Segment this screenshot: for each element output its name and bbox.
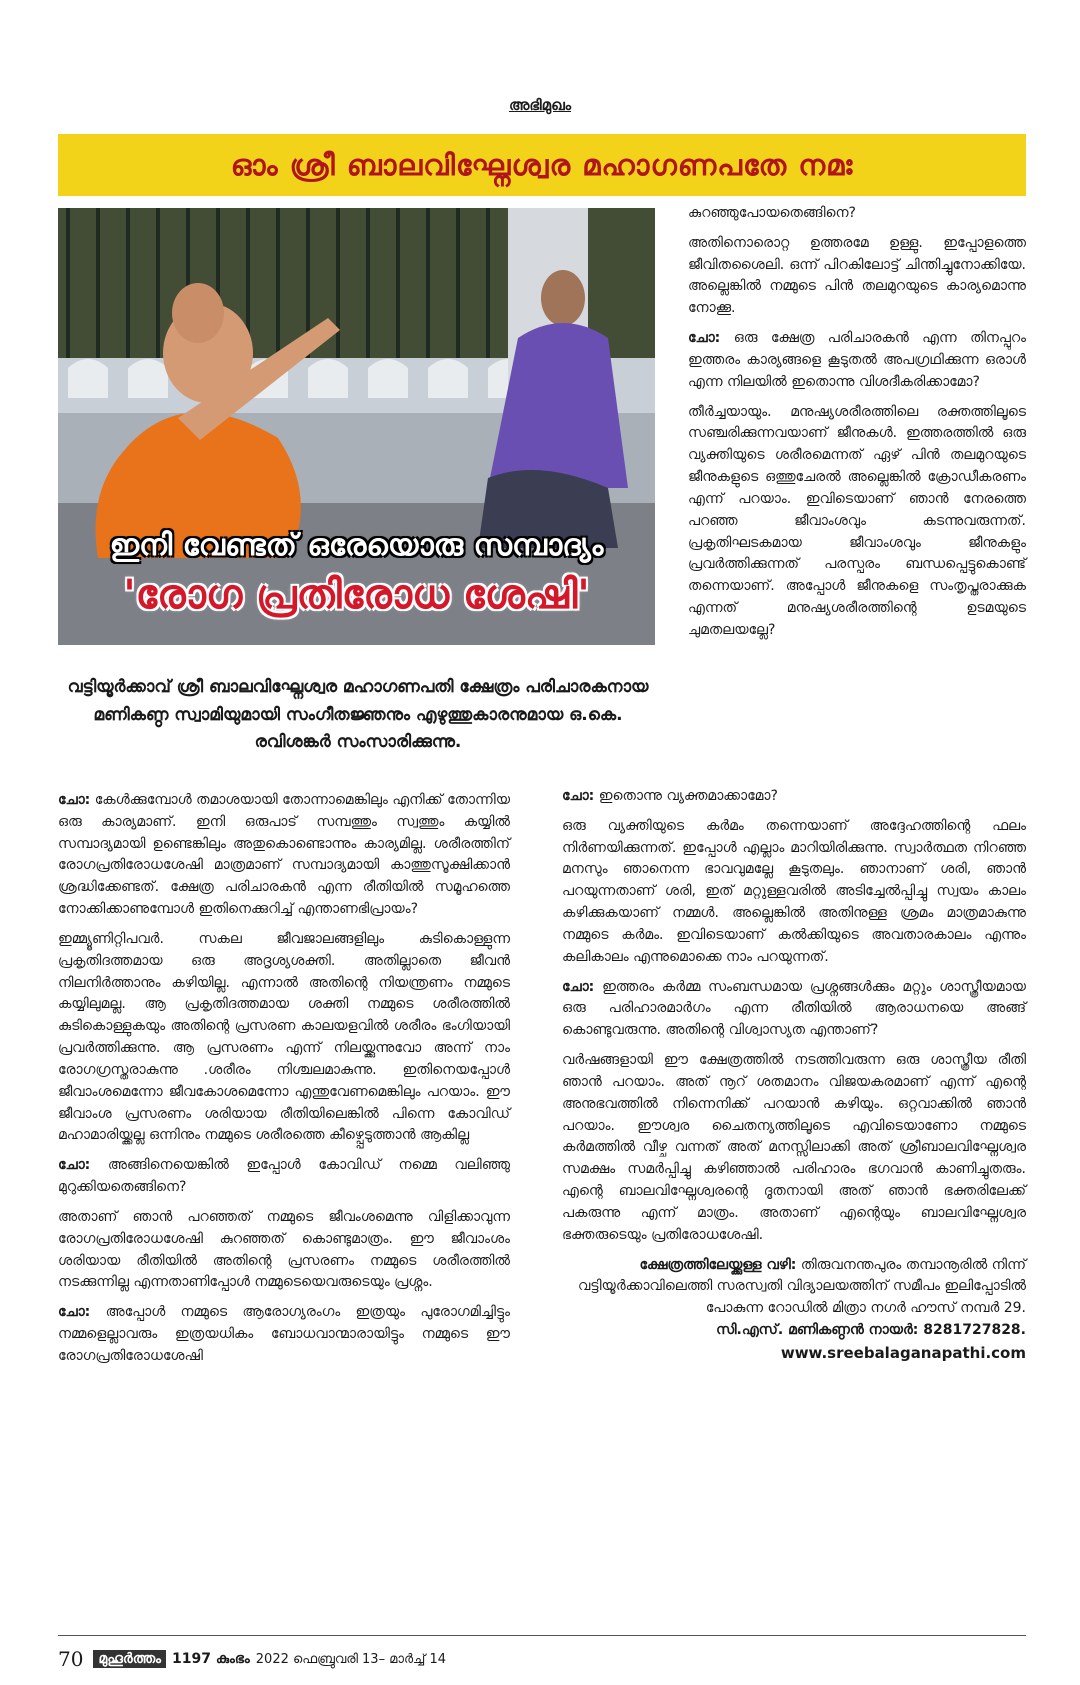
website-link[interactable]: www.sreebalaganapathi.com [780,1343,1026,1362]
banner-title: ഓം ശ്രീ ബാലവിഘ്നേശ്വര മഹാഗണപതേ നമഃ [58,134,1026,196]
question-label: ചോ: [58,1157,91,1174]
question-label: ചോ: [562,978,595,995]
question-text: അപ്പോൾ നമ്മുടെ ആരോഗ്യരംഗം ഇത്രയും പുരോഗമിച്ചിട്ടും നമ്മളെല്ലാവരും ഇത്രയധികം ബോധവാന്മാരായിട്ടും നമ്മുടെ ഈ രോഗപ്രതിരോധശേഷി [58,1304,510,1364]
left-column [58,790,510,1376]
footer-divider [58,1635,1026,1636]
temple-contact [562,1255,1026,1366]
right-column-bottom [562,786,1026,1365]
question-label: ചോ: [58,792,91,808]
answer-paragraph: ഒരു വ്യക്തിയുടെ കർമം തന്നെയാണ് അദ്ദേഹത്തിന്റെ ഫലം നിർണയിക്കുന്നത്. ഇപ്പോൾ എല്ലാം മാറിയിരിക്കുന്നു. സ്വാർത്ഥത നിറഞ്ഞ മനസും ഞാനെന്ന ഭാവവുമല്ലേ കൂടുതലും. ഞാനാണ് ശരി, ഞാൻ പറയുന്നതാണ് ശരി, ഇത് മറ്റുള്ളവരിൽ അടിച്ചേൽപ്പിച്ചു സ്വയം കാലം കഴിക്കുകയാണ് നമ്മൾ. അല്ലെങ്കിൽ അതിനുള്ള ശ്രമം മാത്രമാകുന്നു നമ്മുടെ കർമം. ഇവിടെയാണ് കൽക്കിയുടെ അവതാരകാലം എന്നും കലികാലം എന്നുമൊക്കെ നാം പറയുന്നത്. [562,817,1026,965]
headline-line2: 'രോഗ പ്രതിരോധ ശേഷി' [123,572,590,618]
question-text: അങ്ങിനെയെങ്കിൽ ഇപ്പോൾ കോവിഡ് നമ്മെ വലിഞ്ഞു മുറുക്കിയതെങ്ങിനെ? [58,1157,511,1196]
question-paragraph [688,328,1026,393]
page-number: 70 [58,1647,84,1671]
question-label: ചോ: [58,1304,91,1321]
question-text: ഇത്തരം കർമ്മ സംബന്ധമായ പ്രശ്നങ്ങൾക്കും മറ്റും ശാസ്ത്രീയമായ ഒരു പരിഹാരമാർഗം എന്ന രീതിയിൽ ആരാധനയെ അങ്ങ് കൊണ്ടുവരുന്നു. അതിന്റെ വിശ്വാസ്യത എന്താണ്? [562,978,1026,1039]
directions-text: തിരുവനന്തപുരം തമ്പാനൂരിൽ നിന്ന് വട്ടിയൂർക്കാവിലെത്തി സരസ്വതി വിദ്യാലയത്തിന് സമീപം ഇലിപ്പോടിൽ പോകുന്ന റോഡിൽ മിത്രാ നഗർ ഹൗസ് നമ്പർ 29. [577,1256,1026,1317]
question-paragraph [562,977,1026,1042]
question-text: കേൾക്കുമ്പോൾ തമാശയായി തോന്നാമെങ്കിലും എനിക്ക് തോന്നിയ ഒരു കാര്യമാണ്. ഇനി ഒരുപാട് സമ്പത്തും സ്വത്തും കയ്യിൽ സമ്പാദ്യമായി ഉണ്ടെങ്കിലും അതുകൊണ്ടൊന്നും കാര്യമില്ല. ശരീരത്തിന് രോഗപ്രതിരോധശേഷി മാത്രമാണ് സമ്പാദ്യമായി കാത്തുസൂക്ഷിക്കാൻ ശ്രദ്ധിക്കേണ്ടത്. ക്ഷേത്ര പരിചാരകൻ എന്ന രീതിയിൽ സമൂഹത്തെ നോക്കിക്കാണുമ്പോൾ ഇതിനെക്കുറിച്ച് എന്താണഭിപ്രായം? [58,792,511,918]
page-footer [58,1647,446,1671]
headline-line1: ഇനി വേണ്ടത് ഒരേയൊരു സമ്പാദ്യം [109,528,604,563]
directions-label: ക്ഷേത്രത്തിലേയ്ക്കുള്ള വഴി: [639,1256,797,1273]
question-text: ഇതൊന്നു വ്യക്തമാക്കാമോ? [598,788,778,804]
issue-label: 1197 കുംഭം [172,1651,250,1667]
contact-name: സി.എസ്. മണികണ്ഠൻ നായർ: 8281727828. [716,1322,1026,1339]
section-tag: അഭിമുഖം [508,96,572,114]
question-paragraph [58,1155,510,1199]
interview-photo [58,208,655,645]
answer-paragraph: കുറഞ്ഞുപോയതെങ്ങിനെ? [688,205,856,221]
question-label: ചോ: [688,330,721,347]
question-paragraph [58,1302,510,1367]
answer-paragraph: അതിനൊരൊറ്റ ഉത്തരമേ ഉള്ളു. ഇപ്പോളത്തെ ജീവിതശൈലി. ഒന്ന് പിറകിലോട്ട് ചിന്തിച്ചുനോക്കിയേ. അല്ലെങ്കിൽ നമ്മുടെ പിൻ തലമുറയുടെ കാര്യമൊന്നു നോക്കൂ. [688,234,1026,317]
answer-paragraph: അതാണ് ഞാൻ പറഞ്ഞത് നമ്മുടെ ജീവംശമെന്നു വിളിക്കാവുന്ന രോഗപ്രതിരോധശേഷി കുറഞ്ഞത് കൊണ്ടുമാത്രം. ഈ ജീവാംശം ശരിയായ രീതിയിൽ അതിന്റെ പ്രസരണം നമ്മുടെ ശരീരത്തിൽ നടക്കുന്നില്ല എന്നതാണിപ്പോൾ നമ്മുടെയെവരുടെയും പ്രശ്നം. [58,1208,510,1291]
question-paragraph [58,790,510,921]
question-text: ഒരു ക്ഷേത്ര പരിചാരകൻ എന്ന തിനപ്പുറം ഇത്തരം കാര്യങ്ങളെ കൂടുതൽ അപഗ്രഥിക്കുന്ന ഒരാൾ എന്ന നിലയിൽ ഇതൊന്നു വിശദീകരിക്കാമോ? [688,330,1027,390]
answer-paragraph: തീർച്ചയായും. മനുഷ്യശരീരത്തിലെ രക്തത്തിലൂടെ സഞ്ചരിക്കുന്നവയാണ് ജീനുകൾ. ഇത്തരത്തിൽ ഒരു വ്യക്തിയുടെ ശരീരമെന്നത് ഏഴ് പിൻ തലമുറയുടെ ജീനുകളുടെ ഒത്തുചേരൽ അല്ലെങ്കിൽ ക്രോഡീകരണം എന്ന് പറയാം. ഇവിടെയാണ് ഞാൻ നേരത്തെ പറഞ്ഞ ജീവാംശവും കടന്നുവരുന്നത്. പ്രകൃതിഘടകമായ ജീവാംശവും ജീനുകളും പ്രവർത്തിക്കുന്നത് പരസ്പരം ബന്ധപ്പെട്ടുകൊണ്ട് തന്നെയാണ്. അപ്പോൾ ജീനുകളെ സംതൃപ്തരാക്കുക എന്നത് മനുഷ്യശരീരത്തിന്റെ ഉടമയുടെ ചുമതലയല്ലേ? [688,403,1026,638]
question-paragraph [562,786,1026,808]
issue-dates: 2022 ഫെബ്രുവരി 13– മാർച്ച് 14 [255,1651,447,1667]
answer-paragraph: വർഷങ്ങളായി ഈ ക്ഷേത്രത്തിൽ നടത്തിവരുന്ന ഒരു ശാസ്ത്രീയ രീതി ഞാൻ പറയാം. അത് നൂറ് ശതമാനം വിജയകരമാണ് എന്ന് എന്റെ അനുഭവത്തിൽ നിന്നെനിക്ക് പറയാൻ കഴിയും. ഒറ്റവാക്കിൽ ഞാൻ പറയാം. ഈശ്വര ചൈതന്യത്തിലൂടെ എവിടെയാണോ നമ്മുടെ കർമത്തിൽ വീഴ്ച വന്നത് അത് മനസ്സിലാക്കി അത് ശ്രീബാലവിഘ്നേശ്വര സമക്ഷം സമർപ്പിച്ചു കഴിഞ്ഞാൽ പരിഹാരം ഭഗവാൻ കാണിച്ചുതരും. എന്റെ ബാലവിഘ്നേശ്വരന്റെ ദൂതനായി അത് ഞാൻ ഭക്തരിലേക്ക് പകരുന്നു എന്ന് മാത്രം. അതാണ് എന്റെയും ബാലവിഘ്നേശ്വര ഭക്തരുടെയും പ്രതിരോധശേഷി. [562,1052,1026,1243]
intro-blurb: വട്ടിയൂർക്കാവ് ശ്രീ ബാലവിഘ്നേശ്വര മഹാഗണപതി ക്ഷേത്രം പരിചാരകനായ മണികണ്ഠ സ്വാമിയുമായി സംഗീതജ്ഞനും എഴുത്തുകാരനുമായ ഒ.കെ. രവിശങ്കർ സംസാരിക്കുന്നു. [67,677,649,753]
right-column-top [688,203,1026,650]
question-label: ചോ: [562,788,595,804]
answer-paragraph: ഇമ്മ്യൂണിറ്റിപവർ. സകല ജീവജാലങ്ങളിലും കുടികൊള്ളുന്ന പ്രകൃതിദത്തമായ ഒരു അദൃശ്യശക്തി. അതില്ലാതെ ജീവൻ നിലനിർത്താനും കഴിയില്ല. എന്നാൽ അതിന്റെ നിയന്ത്രണം നമ്മുടെ കയ്യിലുമല്ല. ആ പ്രകൃതിദത്തമായ ശക്തി നമ്മുടെ ശരീരത്തിൽ കുടികൊള്ളുകയും അതിന്റെ പ്രസരണ കാലയളവിൽ ശരീരം ഭംഗിയായി പ്രവർത്തിക്കുന്നു. ആ പ്രസരണം എന്ന് നിലയ്ക്കുന്നുവോ അന്ന് നാം രോഗഗ്രസ്തരാകുന്നു .ശരീരം നിശ്ചലമാകുന്നു. ഇതിനെയപ്പോൾ ജീവാംശമെന്നോ ജീവകോശമെന്നോ എന്തുവേണമെങ്കിലും പറയാം. ഈ ജീവാംശ പ്രസരണം ശരിയായ രീതിയിലെങ്കിൽ പിന്നെ കോവിഡ് മഹാമാരിയ്ക്കല്ല ഒന്നിനും നമ്മുടെ ശരീരത്തെ കീഴ്പ്പെടുത്താൻ ആകില്ല [58,930,510,1144]
magazine-name: മുഹൂർത്തം [93,1650,166,1668]
